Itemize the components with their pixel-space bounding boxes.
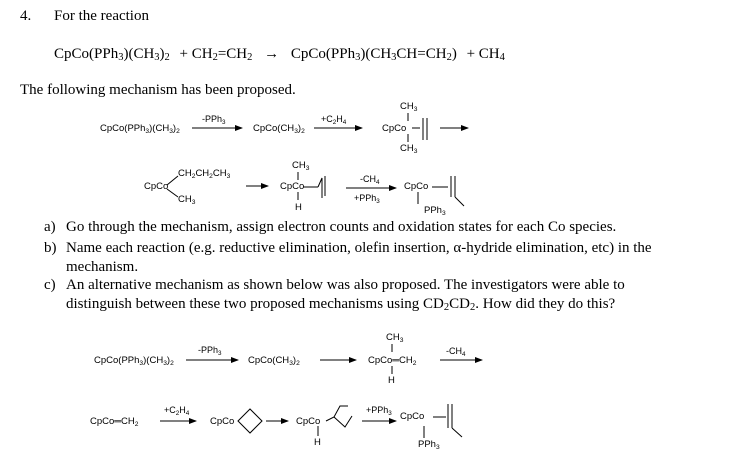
m2-arrow-3-label: $-CH_4$ <box>446 346 466 358</box>
m2-species-4: $CpCo═CH_2$ <box>90 416 139 428</box>
m1-arrow-1-label: -PPh$_3$ <box>202 114 226 126</box>
m2-species-3-co: $CpCo═CH_2$ <box>368 355 417 367</box>
m1-species-6-co: CpCo <box>404 181 429 192</box>
m1-species-4-co: CpCo <box>144 181 169 192</box>
reactant-a: $CpCo(PPh_3)(CH_3)_2$ <box>54 46 170 63</box>
m1-species-2: $CpCo(CH_3)_2$ <box>253 123 305 135</box>
m2-species-5-co: CpCo <box>210 416 235 427</box>
m1-species-3-top: $CH_3$ <box>400 101 418 113</box>
product-b: $CH_4$ <box>478 46 505 63</box>
plus-sign-2: + <box>466 46 476 62</box>
question-number: 4. <box>20 8 32 24</box>
m2-species-2: $CpCo(CH_3)_2$ <box>248 355 300 367</box>
m1-species-3-bottom: $CH_3$ <box>400 143 418 155</box>
part-a-label: a) <box>44 219 56 235</box>
m2-arrow-6-label: +PPh$_3$ <box>366 405 392 417</box>
m2-species-6-co: CpCo <box>296 416 321 427</box>
m1-species-4-top: $CH_2CH_2CH_3$ <box>178 168 231 180</box>
m2-species-6-bottom: H <box>314 437 321 448</box>
m1-arrow-5-bottom-label: +PPh$_3$ <box>354 193 380 205</box>
part-b-text: Name each reaction (e.g. reductive elimination, olefin insertion, α-hydride elimination, etc) in the <box>66 240 652 256</box>
m2-species-7-co: CpCo <box>400 411 425 422</box>
product-a: $CpCo(PPh_3)(CH_3CH=CH_2)$ <box>290 46 457 63</box>
part-c-label: c) <box>44 277 56 293</box>
part-b-label: b) <box>44 240 57 256</box>
part-b-continuation: mechanism. <box>66 259 139 275</box>
question-lead: For the reaction <box>54 8 149 24</box>
reaction-arrow: → <box>264 46 280 62</box>
mechanism-intro: The following mechanism has been proposed. <box>20 82 296 98</box>
plus-sign: + <box>179 46 188 62</box>
m2-arrow-4-label: $+C_2H_4$ <box>164 405 190 417</box>
m2-species-7-bottom: PPh$_3$ <box>418 439 440 451</box>
m1-species-3-co: CpCo <box>382 123 407 134</box>
m2-arrow-1-label: -PPh$_3$ <box>198 345 222 357</box>
m1-species-5-co: CpCo <box>280 181 305 192</box>
part-c-continuation: distinguish between these two proposed mechanisms using $CD_2CD_2$. How did they do this? <box>66 296 616 313</box>
reactant-b: $CH_2=CH_2$ <box>191 46 253 63</box>
m2-species-3-top: $CH_3$ <box>386 332 404 344</box>
m1-species-6-bottom: PPh$_3$ <box>424 205 446 217</box>
m2-species-1: $CpCo(PPh_3)(CH_3)_2$ <box>94 355 174 367</box>
m2-species-3-bottom: H <box>388 375 395 386</box>
m1-species-1: $CpCo(PPh_3)(CH_3)_2$ <box>100 123 180 135</box>
m1-species-4-bottom: $CH_3$ <box>178 194 196 206</box>
part-a-text: Go through the mechanism, assign electron counts and oxidation states for each Co species. <box>66 219 617 235</box>
m1-arrow-5-top-label: $-CH_4$ <box>360 174 380 186</box>
m1-arrow-2-label: $+C_2H_4$ <box>321 114 347 126</box>
part-c-text: An alternative mechanism as shown below was also proposed. The investigators were able to <box>66 277 625 293</box>
m1-species-5-bottom: H <box>295 202 302 213</box>
m1-species-5-top: $CH_3$ <box>292 160 310 172</box>
